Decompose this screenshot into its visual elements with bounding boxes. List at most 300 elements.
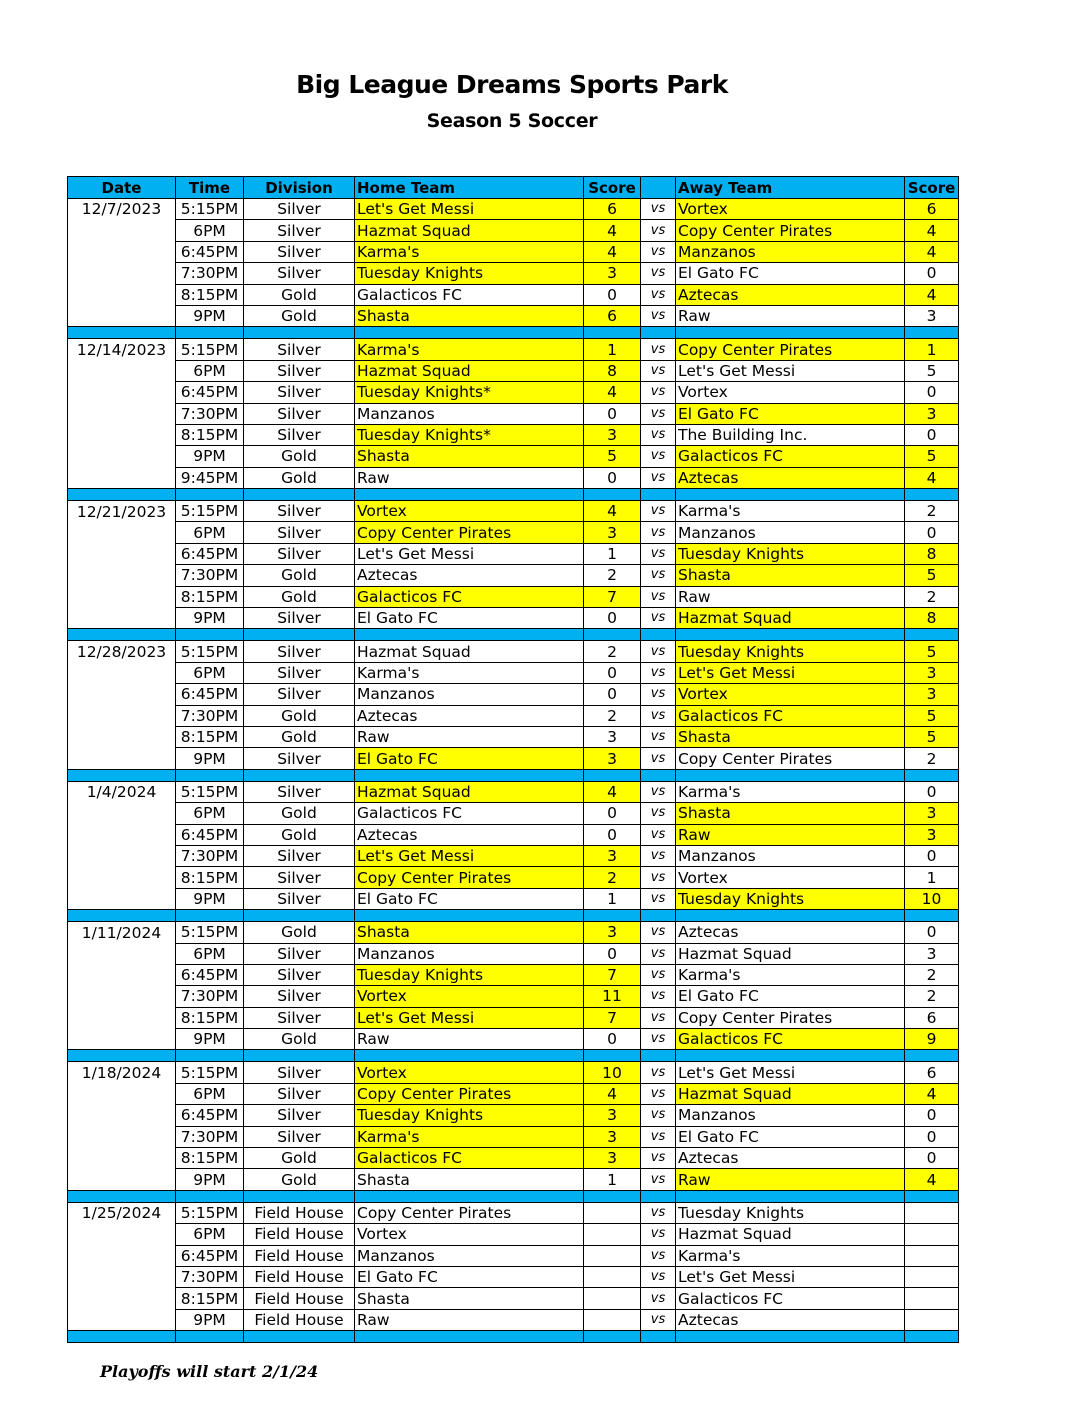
- away-score-cell: 4: [905, 220, 959, 241]
- table-row: [68, 1148, 959, 1169]
- away-score-cell: 5: [905, 641, 959, 662]
- separator-cell: [176, 1050, 244, 1062]
- home-team-cell: Shasta: [355, 922, 584, 943]
- away-score-cell: 0: [905, 845, 959, 866]
- date-cell: [68, 1288, 176, 1309]
- division-cell: Gold: [244, 726, 355, 747]
- separator-cell: [584, 327, 641, 339]
- home-score-cell: 11: [584, 986, 641, 1007]
- home-score-cell: 0: [584, 608, 641, 629]
- division-cell: Silver: [244, 360, 355, 381]
- time-cell: 9:45PM: [176, 467, 244, 488]
- separator-cell: [355, 910, 584, 922]
- date-cell: 12/14/2023: [68, 339, 176, 360]
- date-cell: [68, 1309, 176, 1330]
- separator-cell: [905, 1190, 959, 1202]
- away-team-cell: El Gato FC: [676, 263, 905, 284]
- home-score-cell: [584, 1245, 641, 1266]
- table-row: [68, 922, 959, 943]
- table-row: [68, 467, 959, 488]
- separator-cell: [905, 629, 959, 641]
- table-row: [68, 1309, 959, 1330]
- home-team-cell: Shasta: [355, 305, 584, 326]
- table-row: [68, 1266, 959, 1287]
- away-score-cell: 5: [905, 726, 959, 747]
- home-team-cell: Raw: [355, 467, 584, 488]
- away-team-cell: The Building Inc.: [676, 424, 905, 445]
- home-team-cell: Galacticos FC: [355, 1148, 584, 1169]
- division-cell: Gold: [244, 446, 355, 467]
- date-cell: [68, 305, 176, 326]
- away-score-cell: 5: [905, 446, 959, 467]
- header-home-team: Home Team: [355, 177, 584, 199]
- time-cell: 6PM: [176, 1224, 244, 1245]
- date-cell: [68, 964, 176, 985]
- header-vs: [641, 177, 676, 199]
- away-team-cell: Copy Center Pirates: [676, 748, 905, 769]
- separator-cell: [676, 1050, 905, 1062]
- date-cell: [68, 467, 176, 488]
- away-team-cell: Raw: [676, 586, 905, 607]
- away-score-cell: 3: [905, 662, 959, 683]
- home-team-cell: Copy Center Pirates: [355, 522, 584, 543]
- division-cell: Silver: [244, 382, 355, 403]
- time-cell: 7:30PM: [176, 1266, 244, 1287]
- away-score-cell: [905, 1266, 959, 1287]
- away-score-cell: 8: [905, 543, 959, 564]
- time-cell: 7:30PM: [176, 403, 244, 424]
- vs-cell: vs: [641, 1309, 676, 1330]
- table-row: [68, 565, 959, 586]
- home-score-cell: 6: [584, 199, 641, 220]
- vs-cell: vs: [641, 241, 676, 262]
- away-score-cell: 3: [905, 403, 959, 424]
- away-team-cell: Aztecas: [676, 1148, 905, 1169]
- home-score-cell: 0: [584, 803, 641, 824]
- table-row: [68, 1029, 959, 1050]
- time-cell: 8:15PM: [176, 1148, 244, 1169]
- week-separator: [68, 1050, 959, 1062]
- date-cell: [68, 263, 176, 284]
- away-score-cell: 2: [905, 501, 959, 522]
- away-score-cell: 2: [905, 586, 959, 607]
- vs-cell: vs: [641, 1169, 676, 1190]
- vs-cell: vs: [641, 662, 676, 683]
- vs-cell: vs: [641, 1288, 676, 1309]
- time-cell: 9PM: [176, 305, 244, 326]
- header-away-score: Score: [905, 177, 959, 199]
- vs-cell: vs: [641, 1007, 676, 1028]
- time-cell: 8:15PM: [176, 1007, 244, 1028]
- away-score-cell: 3: [905, 305, 959, 326]
- table-row: [68, 824, 959, 845]
- table-row: [68, 662, 959, 683]
- division-cell: Gold: [244, 565, 355, 586]
- date-cell: [68, 1266, 176, 1287]
- home-score-cell: 3: [584, 1126, 641, 1147]
- home-team-cell: Hazmat Squad: [355, 220, 584, 241]
- date-cell: [68, 220, 176, 241]
- separator-cell: [176, 489, 244, 501]
- time-cell: 6:45PM: [176, 1245, 244, 1266]
- home-score-cell: 2: [584, 867, 641, 888]
- vs-cell: vs: [641, 1083, 676, 1104]
- time-cell: 8:15PM: [176, 1288, 244, 1309]
- date-cell: [68, 748, 176, 769]
- table-row: [68, 1105, 959, 1126]
- home-score-cell: 3: [584, 522, 641, 543]
- away-team-cell: Shasta: [676, 726, 905, 747]
- date-cell: [68, 608, 176, 629]
- home-team-cell: El Gato FC: [355, 1266, 584, 1287]
- away-score-cell: 6: [905, 1062, 959, 1083]
- home-team-cell: Shasta: [355, 1288, 584, 1309]
- home-team-cell: Tuesday Knights: [355, 964, 584, 985]
- header-division: Division: [244, 177, 355, 199]
- away-score-cell: 3: [905, 824, 959, 845]
- away-score-cell: 3: [905, 684, 959, 705]
- home-score-cell: 0: [584, 1029, 641, 1050]
- away-team-cell: Vortex: [676, 867, 905, 888]
- vs-cell: vs: [641, 1224, 676, 1245]
- table-row: [68, 543, 959, 564]
- home-team-cell: Manzanos: [355, 403, 584, 424]
- home-team-cell: Vortex: [355, 986, 584, 1007]
- table-row: [68, 446, 959, 467]
- time-cell: 7:30PM: [176, 845, 244, 866]
- time-cell: 9PM: [176, 1309, 244, 1330]
- home-score-cell: 2: [584, 565, 641, 586]
- away-score-cell: 4: [905, 241, 959, 262]
- home-team-cell: Manzanos: [355, 1245, 584, 1266]
- table-row: [68, 1202, 959, 1223]
- separator-cell: [584, 629, 641, 641]
- away-team-cell: Let's Get Messi: [676, 662, 905, 683]
- home-team-cell: Raw: [355, 1029, 584, 1050]
- home-team-cell: Tuesday Knights*: [355, 382, 584, 403]
- time-cell: 9PM: [176, 748, 244, 769]
- away-score-cell: 5: [905, 705, 959, 726]
- division-cell: Silver: [244, 845, 355, 866]
- away-score-cell: 9: [905, 1029, 959, 1050]
- separator-cell: [584, 489, 641, 501]
- table-row: [68, 1245, 959, 1266]
- vs-cell: vs: [641, 1148, 676, 1169]
- table-row: [68, 382, 959, 403]
- away-team-cell: Copy Center Pirates: [676, 339, 905, 360]
- home-score-cell: 7: [584, 586, 641, 607]
- away-team-cell: Karma's: [676, 781, 905, 802]
- date-cell: [68, 1224, 176, 1245]
- vs-cell: vs: [641, 501, 676, 522]
- schedule-body: [68, 199, 959, 1343]
- table-row: [68, 586, 959, 607]
- home-team-cell: Raw: [355, 1309, 584, 1330]
- time-cell: 9PM: [176, 608, 244, 629]
- time-cell: 5:15PM: [176, 199, 244, 220]
- home-score-cell: 8: [584, 360, 641, 381]
- time-cell: 6PM: [176, 360, 244, 381]
- table-row: [68, 803, 959, 824]
- table-row: [68, 684, 959, 705]
- vs-cell: vs: [641, 565, 676, 586]
- division-cell: Silver: [244, 1083, 355, 1104]
- time-cell: 6PM: [176, 803, 244, 824]
- table-row: [68, 1126, 959, 1147]
- table-row: [68, 424, 959, 445]
- division-cell: Gold: [244, 305, 355, 326]
- home-team-cell: Let's Get Messi: [355, 543, 584, 564]
- division-cell: Field House: [244, 1288, 355, 1309]
- away-team-cell: Manzanos: [676, 845, 905, 866]
- home-team-cell: Hazmat Squad: [355, 360, 584, 381]
- vs-cell: vs: [641, 220, 676, 241]
- separator-cell: [641, 769, 676, 781]
- division-cell: Field House: [244, 1266, 355, 1287]
- home-score-cell: 3: [584, 845, 641, 866]
- home-score-cell: 3: [584, 1105, 641, 1126]
- away-team-cell: Manzanos: [676, 522, 905, 543]
- time-cell: 5:15PM: [176, 641, 244, 662]
- vs-cell: vs: [641, 943, 676, 964]
- home-team-cell: Copy Center Pirates: [355, 1202, 584, 1223]
- table-row: [68, 867, 959, 888]
- time-cell: 9PM: [176, 1169, 244, 1190]
- separator-cell: [68, 629, 176, 641]
- away-score-cell: 0: [905, 263, 959, 284]
- home-score-cell: 0: [584, 403, 641, 424]
- separator-cell: [584, 910, 641, 922]
- division-cell: Field House: [244, 1309, 355, 1330]
- home-score-cell: 4: [584, 241, 641, 262]
- home-score-cell: 3: [584, 748, 641, 769]
- page-title: Big League Dreams Sports Park: [296, 70, 728, 99]
- away-score-cell: 8: [905, 608, 959, 629]
- away-team-cell: Tuesday Knights: [676, 543, 905, 564]
- away-team-cell: Galacticos FC: [676, 1029, 905, 1050]
- away-team-cell: El Gato FC: [676, 986, 905, 1007]
- away-score-cell: 6: [905, 1007, 959, 1028]
- date-cell: [68, 986, 176, 1007]
- time-cell: 5:15PM: [176, 501, 244, 522]
- away-team-cell: Galacticos FC: [676, 1288, 905, 1309]
- home-score-cell: [584, 1224, 641, 1245]
- header-time: Time: [176, 177, 244, 199]
- away-score-cell: 0: [905, 424, 959, 445]
- date-cell: [68, 522, 176, 543]
- time-cell: 7:30PM: [176, 986, 244, 1007]
- division-cell: Gold: [244, 1169, 355, 1190]
- away-team-cell: Galacticos FC: [676, 705, 905, 726]
- away-score-cell: 1: [905, 339, 959, 360]
- away-team-cell: Shasta: [676, 565, 905, 586]
- time-cell: 9PM: [176, 446, 244, 467]
- date-cell: [68, 1126, 176, 1147]
- time-cell: 8:15PM: [176, 586, 244, 607]
- away-score-cell: 5: [905, 360, 959, 381]
- division-cell: Gold: [244, 467, 355, 488]
- division-cell: Gold: [244, 586, 355, 607]
- vs-cell: vs: [641, 446, 676, 467]
- away-team-cell: Tuesday Knights: [676, 888, 905, 909]
- separator-cell: [676, 769, 905, 781]
- division-cell: Silver: [244, 781, 355, 802]
- division-cell: Silver: [244, 1105, 355, 1126]
- home-score-cell: 0: [584, 284, 641, 305]
- table-row: [68, 360, 959, 381]
- away-team-cell: Tuesday Knights: [676, 1202, 905, 1223]
- vs-cell: vs: [641, 986, 676, 1007]
- separator-cell: [68, 1190, 176, 1202]
- division-cell: Silver: [244, 339, 355, 360]
- time-cell: 6PM: [176, 220, 244, 241]
- separator-cell: [641, 910, 676, 922]
- date-cell: [68, 543, 176, 564]
- home-score-cell: 0: [584, 467, 641, 488]
- table-row: [68, 263, 959, 284]
- vs-cell: vs: [641, 403, 676, 424]
- date-cell: 1/25/2024: [68, 1202, 176, 1223]
- home-team-cell: El Gato FC: [355, 608, 584, 629]
- away-team-cell: El Gato FC: [676, 403, 905, 424]
- away-score-cell: 0: [905, 382, 959, 403]
- away-score-cell: [905, 1202, 959, 1223]
- date-cell: 12/28/2023: [68, 641, 176, 662]
- home-score-cell: 1: [584, 888, 641, 909]
- away-score-cell: 4: [905, 1083, 959, 1104]
- separator-cell: [68, 1050, 176, 1062]
- date-cell: [68, 662, 176, 683]
- home-score-cell: 4: [584, 1083, 641, 1104]
- date-cell: [68, 803, 176, 824]
- table-row: [68, 220, 959, 241]
- time-cell: 6:45PM: [176, 543, 244, 564]
- division-cell: Gold: [244, 284, 355, 305]
- away-score-cell: [905, 1288, 959, 1309]
- home-team-cell: Karma's: [355, 1126, 584, 1147]
- home-team-cell: Copy Center Pirates: [355, 1083, 584, 1104]
- separator-cell: [68, 327, 176, 339]
- vs-cell: vs: [641, 964, 676, 985]
- vs-cell: vs: [641, 467, 676, 488]
- home-score-cell: 4: [584, 501, 641, 522]
- table-row: [68, 199, 959, 220]
- division-cell: Silver: [244, 543, 355, 564]
- separator-cell: [244, 629, 355, 641]
- week-separator: [68, 1331, 959, 1343]
- away-team-cell: Vortex: [676, 684, 905, 705]
- week-separator: [68, 489, 959, 501]
- time-cell: 7:30PM: [176, 263, 244, 284]
- separator-cell: [905, 769, 959, 781]
- playoffs-note: Playoffs will start 2/1/24: [100, 1362, 319, 1381]
- vs-cell: vs: [641, 424, 676, 445]
- separator-cell: [355, 1190, 584, 1202]
- home-score-cell: 1: [584, 339, 641, 360]
- time-cell: 6:45PM: [176, 1105, 244, 1126]
- time-cell: 8:15PM: [176, 284, 244, 305]
- date-cell: [68, 943, 176, 964]
- vs-cell: vs: [641, 922, 676, 943]
- home-team-cell: Let's Get Messi: [355, 1007, 584, 1028]
- vs-cell: vs: [641, 522, 676, 543]
- separator-cell: [641, 489, 676, 501]
- time-cell: 5:15PM: [176, 922, 244, 943]
- home-team-cell: El Gato FC: [355, 748, 584, 769]
- separator-cell: [244, 1190, 355, 1202]
- away-score-cell: 3: [905, 803, 959, 824]
- week-separator: [68, 629, 959, 641]
- home-team-cell: Tuesday Knights: [355, 1105, 584, 1126]
- table-row: [68, 1007, 959, 1028]
- home-team-cell: Aztecas: [355, 705, 584, 726]
- home-team-cell: Let's Get Messi: [355, 845, 584, 866]
- division-cell: Silver: [244, 641, 355, 662]
- date-cell: [68, 1148, 176, 1169]
- vs-cell: vs: [641, 1062, 676, 1083]
- week-separator: [68, 769, 959, 781]
- away-team-cell: Copy Center Pirates: [676, 1007, 905, 1028]
- week-separator: [68, 1190, 959, 1202]
- division-cell: Silver: [244, 1126, 355, 1147]
- away-team-cell: Manzanos: [676, 1105, 905, 1126]
- date-cell: 1/18/2024: [68, 1062, 176, 1083]
- table-row: [68, 522, 959, 543]
- home-score-cell: 4: [584, 220, 641, 241]
- time-cell: 9PM: [176, 1029, 244, 1050]
- separator-cell: [676, 1331, 905, 1343]
- division-cell: Gold: [244, 705, 355, 726]
- table-row: [68, 986, 959, 1007]
- time-cell: 6PM: [176, 1083, 244, 1104]
- home-team-cell: Karma's: [355, 241, 584, 262]
- separator-cell: [641, 629, 676, 641]
- home-team-cell: Manzanos: [355, 684, 584, 705]
- vs-cell: vs: [641, 748, 676, 769]
- separator-cell: [68, 769, 176, 781]
- division-cell: Silver: [244, 403, 355, 424]
- away-score-cell: 6: [905, 199, 959, 220]
- table-row: [68, 781, 959, 802]
- division-cell: Gold: [244, 824, 355, 845]
- home-score-cell: 4: [584, 382, 641, 403]
- separator-cell: [176, 629, 244, 641]
- date-cell: 1/4/2024: [68, 781, 176, 802]
- away-team-cell: Galacticos FC: [676, 446, 905, 467]
- away-team-cell: Hazmat Squad: [676, 1083, 905, 1104]
- vs-cell: vs: [641, 1245, 676, 1266]
- header-home-score: Score: [584, 177, 641, 199]
- vs-cell: vs: [641, 305, 676, 326]
- time-cell: 5:15PM: [176, 1202, 244, 1223]
- time-cell: 6:45PM: [176, 241, 244, 262]
- header-away-team: Away Team: [676, 177, 905, 199]
- date-cell: [68, 1169, 176, 1190]
- separator-cell: [68, 1331, 176, 1343]
- time-cell: 8:15PM: [176, 867, 244, 888]
- week-separator: [68, 910, 959, 922]
- date-cell: [68, 705, 176, 726]
- separator-cell: [244, 1331, 355, 1343]
- vs-cell: vs: [641, 781, 676, 802]
- division-cell: Silver: [244, 1007, 355, 1028]
- table-row: [68, 241, 959, 262]
- date-cell: 1/11/2024: [68, 922, 176, 943]
- separator-cell: [355, 489, 584, 501]
- away-score-cell: 4: [905, 284, 959, 305]
- separator-cell: [355, 629, 584, 641]
- table-row: [68, 888, 959, 909]
